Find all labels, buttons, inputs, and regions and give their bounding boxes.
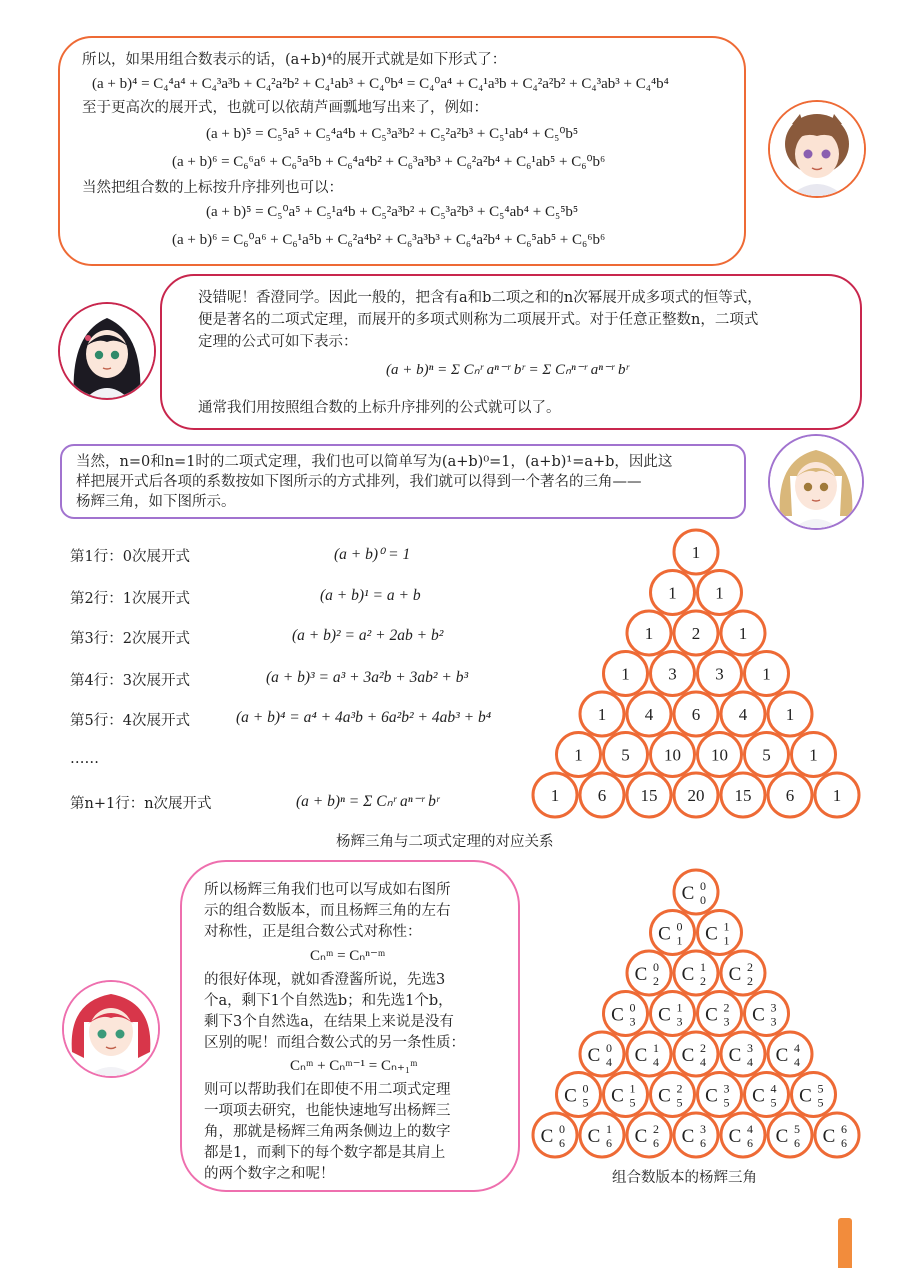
combination-subscript: 6 [653,1136,659,1150]
combination-subscript: 6 [747,1136,753,1150]
combination-subscript: 6 [559,1136,565,1150]
combination-superscript: 1 [723,919,730,934]
combination-symbol: C [564,1085,577,1107]
triangle-cell [674,951,718,995]
triangle-value: 3 [715,664,724,684]
triangle-value: 1 [691,543,701,562]
combination-yang-hui-triangle [528,866,864,1162]
combination-symbol: C [658,1004,671,1026]
combination-subscript: 5 [676,1095,683,1110]
combination-symbol: C [658,1085,671,1107]
bubble-4-line-12: 的两个数字之和呢！ [204,1166,335,1182]
triangle-cell [721,1032,765,1076]
avatar-dia [58,302,156,400]
bubble-3-line-1: 当然，n=0和n=1时的二项式定理，我们也可以简单写为(a+b)⁰=1，(a+b)¹=a+b，因此这 [76,454,673,470]
triangle-value: 1 [715,583,724,603]
triangle-value: 20 [687,786,705,805]
triangle-cell [604,992,648,1036]
combination-subscript: 4 [794,1055,800,1069]
bubble-4-line-7: 区别的呢！而组合数公式的另一条性质： [204,1035,465,1051]
combination-superscript: 3 [770,1000,777,1015]
combination-subscript: 5 [770,1095,777,1110]
combination-subscript: 0 [700,893,706,907]
combination-superscript: 3 [700,1122,706,1136]
combination-symbol: C [681,964,695,985]
combination-symbol: C [775,1045,789,1066]
triangle-cell [745,992,789,1036]
pascal-rule-formula: Cₙᵐ + Cₙᵐ⁻¹ = Cₙ₊₁ᵐ [290,1058,418,1074]
triangle-value: 5 [762,745,771,765]
bubble-1-eq-2: (a + b)⁵ = C₅⁵a⁵ + C₅⁴a⁴b + C₅³a³b² + C₅²a²b³ + C₅¹ab⁴ + C₅⁰b⁵ [206,126,579,142]
combination-superscript: 0 [559,1122,565,1136]
combination-superscript: 4 [794,1041,800,1055]
bubble-1-eq-5: (a + b)⁶ = C₆⁰a⁶ + C₆¹a⁵b + C₆²a⁴b² + C₆³a³b³ + C₆⁴a²b⁴ + C₆⁵ab⁵ + C₆⁶b⁶ [172,232,606,248]
combination-symbol: C [634,964,648,985]
row-formula: (a + b)² = a² + 2ab + b² [292,627,444,644]
combination-symbol: C [728,1126,742,1147]
bubble-4-line-1: 所以杨辉三角我们也可以写成如右图所 [204,882,451,898]
triangle-cell [557,1073,601,1117]
bubble-4-line-11: 都是1，而剩下的每个数字都是其肩上 [204,1145,446,1161]
combination-subscript: 1 [676,933,683,948]
triangle-cell [674,1113,718,1157]
triangle-cell [721,1113,765,1157]
row-label: 第3行：2次展开式 [70,631,190,647]
combination-symbol: C [681,883,695,904]
triangle-value: 15 [734,786,752,805]
bubble-3-line-3: 杨辉三角，如下图所示。 [76,494,236,510]
triangle-cell [651,992,695,1036]
combination-subscript: 6 [794,1136,800,1150]
combination-symbol: C [540,1126,554,1147]
combination-superscript: 2 [676,1081,683,1096]
combination-superscript: 1 [629,1081,636,1096]
bubble-1-line-2: 至于更高次的展开式，也就可以依葫芦画瓢地写出来了，例如： [82,100,488,116]
combination-symbol: C [822,1126,836,1147]
combination-subscript: 5 [723,1095,730,1110]
combination-subscript: 3 [770,1014,777,1029]
bubble-4-line-4: 的很好体现，就如香澄酱所说，先选3 [204,972,446,988]
combination-subscript: 4 [653,1055,659,1069]
combination-symbol: C [587,1045,601,1066]
triangle-cell [792,1073,836,1117]
combination-superscript: 1 [676,1000,683,1015]
combination-symbol: C [634,1045,648,1066]
combination-subscript: 2 [700,974,706,988]
combination-symbol: C [634,1126,648,1147]
avatar-arisa [768,434,864,530]
triangle-cell [768,1113,812,1157]
combination-triangle-caption: 组合数版本的杨辉三角 [612,1170,757,1186]
triangle-value: 5 [621,745,630,765]
combination-superscript: 5 [794,1122,800,1136]
row-formula: (a + b)⁴ = a⁴ + 4a³b + 6a²b² + 4ab³ + b⁴ [236,709,492,726]
triangle-value: 3 [668,664,677,684]
combination-symbol: C [728,1045,742,1066]
bubble-1-line-3: 当然把组合数的上标按升序排列也可以： [82,180,343,196]
row-label: 第4行：3次展开式 [70,673,190,689]
row-label: 第2行：1次展开式 [70,591,190,607]
combination-subscript: 6 [606,1136,612,1150]
triangle-cell [815,1113,859,1157]
row-label: 第n+1行：n次展开式 [70,796,212,812]
combination-subscript: 5 [629,1095,636,1110]
character-portrait-icon [60,304,154,398]
triangle-value: 1 [550,786,560,805]
combination-symbol: C [587,1126,601,1147]
combination-symbol: C [681,1045,695,1066]
combination-subscript: 3 [723,1014,730,1029]
combination-subscript: 4 [700,1055,706,1069]
bubble-2-line-1: 没错呢！香澄同学。因此一般的，把含有a和b二项之和的n次幂展开成多项式的恒等式， [198,290,762,306]
combination-superscript: 4 [770,1081,777,1096]
combination-superscript: 0 [653,960,659,974]
triangle-cell [627,1113,671,1157]
combination-superscript: 0 [582,1081,589,1096]
triangle-value: 15 [640,786,658,805]
combination-superscript: 2 [700,1041,706,1055]
combination-subscript: 4 [606,1055,612,1069]
combination-subscript: 5 [582,1095,589,1110]
combination-symbol: C [611,1085,624,1107]
bubble-4-line-3: 对称性，正是组合数公式对称性： [204,924,422,940]
combination-superscript: 6 [841,1122,847,1136]
combination-superscript: 1 [700,960,706,974]
combination-superscript: 0 [700,879,706,893]
combination-symbol: C [658,923,671,945]
combination-subscript: 2 [653,974,659,988]
combination-superscript: 0 [629,1000,636,1015]
combination-symbol: C [705,1085,718,1107]
combination-subscript: 6 [841,1136,847,1150]
triangle-cell [698,911,742,955]
triangle-value: 1 [621,664,630,684]
triangle-value: 1 [785,705,795,724]
yang-hui-triangle [528,526,864,826]
combination-subscript: 3 [676,1014,683,1029]
bubble-4-line-10: 角，那就是杨辉三角两条侧边上的数字 [204,1124,451,1140]
combination-symbol: C [728,964,742,985]
combination-symbol: C [681,1126,695,1147]
triangle-cell [674,1032,718,1076]
avatar-ruby [62,980,160,1078]
triangle-cell [580,1113,624,1157]
triangle-value: 1 [832,786,842,805]
triangle-value: 1 [762,664,771,684]
combination-superscript: 2 [723,1000,730,1015]
combination-superscript: 3 [747,1041,753,1055]
combination-subscript: 2 [747,974,753,988]
triangle-cell [627,951,671,995]
combination-symbol: C [705,923,718,945]
bubble-4-line-2: 示的组合数版本，而且杨辉三角的左右 [204,903,451,919]
bubble-2-line-2: 便是著名的二项式定理，而展开的多项式则称为二项展开式。对于任意正整数n，二项式 [198,312,759,328]
bubble-4-line-6: 剩下3个自然选a，在结果上来说是没有 [204,1014,454,1030]
triangle-value: 6 [691,705,701,724]
combination-symbol: C [752,1085,765,1107]
triangle-value: 4 [738,705,748,724]
triangle-cell [627,1032,671,1076]
bubble-4-line-5: 个a，剩下1个自然选b；和先选1个b， [204,993,453,1009]
triangle-value: 4 [644,705,654,724]
triangle-value: 2 [691,624,701,643]
bubble-4-line-8: 则可以帮助我们在即使不用二项式定理 [204,1082,451,1098]
triangle-cell [580,1032,624,1076]
combination-superscript: 1 [653,1041,659,1055]
triangle-cell [674,870,718,914]
combination-symbol: C [611,1004,624,1026]
binomial-theorem-formula: (a + b)ⁿ = Σ Cₙʳ aⁿ⁻ʳ bʳ = Σ Cₙⁿ⁻ʳ aⁿ⁻ʳ bʳ [386,362,629,378]
triangle-value: 10 [664,745,681,765]
triangle-cell [721,951,765,995]
bubble-3-line-2: 样把展开式后各项的系数按如下图所示的方式排列，我们就可以得到一个著名的三角—— [76,474,642,490]
row-formula: (a + b)¹ = a + b [320,587,421,604]
combination-superscript: 2 [747,960,753,974]
character-portrait-icon [64,982,158,1076]
combination-subscript: 1 [723,933,730,948]
combination-subscript: 5 [817,1095,824,1110]
triangle-caption: 杨辉三角与二项式定理的对应关系 [336,834,554,850]
bubble-1-line-1: 所以，如果用组合数表示的话，(a+b)⁴的展开式就是如下形式了： [82,52,507,68]
triangle-value: 6 [597,786,607,805]
bubble-1-eq-1: (a + b)⁴ = C₄⁴a⁴ + C₄³a³b + C₄²a²b² + C₄¹ab³ + C₄⁰b⁴ = C₄⁰a⁴ + C₄¹a³b + C₄²a²b² + C₄³ab³ + C₄⁴b⁴ [92,76,669,92]
triangle-cell [533,1113,577,1157]
combination-symbol: C [705,1004,718,1026]
bubble-2-line-3: 定理的公式可如下表示： [198,334,358,350]
combination-subscript: 3 [629,1014,636,1029]
combination-symbol: C [799,1085,812,1107]
combination-subscript: 6 [700,1136,706,1150]
bubble-1-eq-3: (a + b)⁶ = C₆⁶a⁶ + C₆⁵a⁵b + C₆⁴a⁴b² + C₆³a³b³ + C₆²a²b⁴ + C₆¹ab⁵ + C₆⁰b⁶ [172,154,606,170]
row-formula: (a + b)³ = a³ + 3a²b + 3ab² + b³ [266,669,469,686]
combination-superscript: 2 [653,1122,659,1136]
page-edge-tab [838,1218,852,1268]
triangle-value: 1 [597,705,607,724]
triangle-value: 1 [574,745,583,765]
combination-superscript: 0 [676,919,683,934]
triangle-cell [651,1073,695,1117]
bubble-1-eq-4: (a + b)⁵ = C₅⁰a⁵ + C₅¹a⁴b + C₅²a³b² + C₅³a²b³ + C₅⁴ab⁴ + C₅⁵b⁵ [206,204,579,220]
triangle-cell [698,1073,742,1117]
bubble-4-line-9: 一项项去研究，也能快速地写出杨辉三 [204,1103,451,1119]
combination-superscript: 5 [817,1081,824,1096]
avatar-kasumi [768,100,866,198]
row-formula: (a + b)⁰ = 1 [334,546,411,563]
triangle-value: 1 [668,583,677,603]
bubble-2-line-4: 通常我们用按照组合数的上标升序排列的公式就可以了。 [198,400,561,416]
triangle-cell [604,1073,648,1117]
triangle-cell [698,992,742,1036]
row-label: 第1行：0次展开式 [70,549,190,565]
triangle-value: 6 [785,786,795,805]
row-formula: (a + b)ⁿ = Σ Cₙʳ aⁿ⁻ʳ bʳ [296,793,440,810]
triangle-value: 1 [738,624,748,643]
combination-superscript: 4 [747,1122,753,1136]
combination-symbol: C [775,1126,789,1147]
character-portrait-icon [770,102,864,196]
triangle-value: 1 [809,745,818,765]
triangle-cell [651,911,695,955]
symmetry-formula: Cₙᵐ = Cₙⁿ⁻ᵐ [310,948,386,964]
row-label: …… [70,751,99,767]
triangle-value: 10 [711,745,728,765]
triangle-value: 1 [644,624,654,643]
combination-superscript: 0 [606,1041,612,1055]
combination-symbol: C [752,1004,765,1026]
row-label: 第5行：4次展开式 [70,713,190,729]
combination-superscript: 3 [723,1081,730,1096]
combination-subscript: 4 [747,1055,753,1069]
combination-superscript: 1 [606,1122,612,1136]
triangle-cell [745,1073,789,1117]
character-portrait-icon [770,436,862,528]
triangle-cell [768,1032,812,1076]
